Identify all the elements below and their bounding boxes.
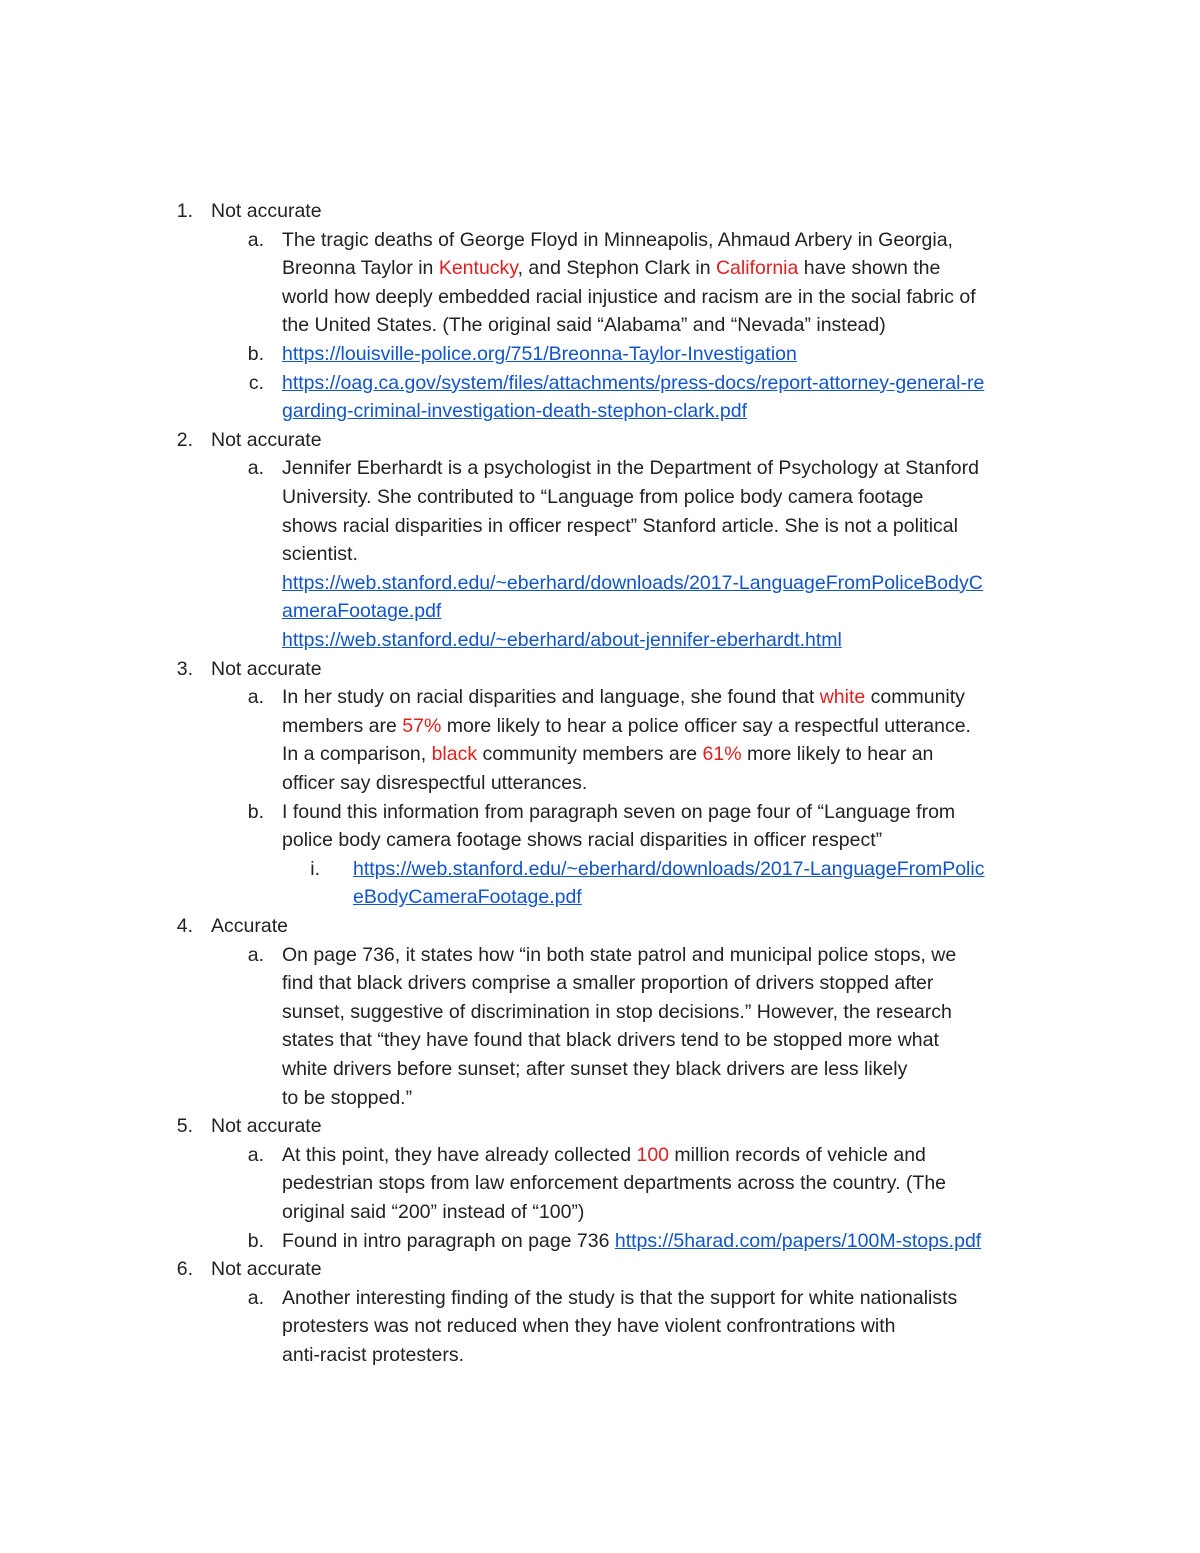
text-run: million records of vehicle and <box>669 1143 926 1166</box>
text-line <box>282 1227 981 1256</box>
text-run: world how deeply embedded racial injustice and racism are in the social fabric of <box>282 285 976 308</box>
text-run: The tragic deaths of George Floyd in Minneapolis, Ahmaud Arbery in Georgia, <box>282 228 953 251</box>
hyperlink[interactable]: https://web.stanford.edu/~eberhard/about-jennifer-eberhardt.html <box>282 629 842 651</box>
list-item-heading: Not accurate <box>211 1258 322 1281</box>
highlighted-text: white <box>819 686 866 709</box>
text-run: Found in intro paragraph on page 736 <box>282 1229 615 1252</box>
text-line <box>282 712 971 741</box>
text-line <box>282 798 955 827</box>
text-run: community members are <box>477 743 703 766</box>
text-line <box>282 1084 412 1113</box>
text-run: community <box>865 686 965 709</box>
text-run: In her study on racial disparities and language, she found that <box>282 686 820 709</box>
text-run: Jennifer Eberhardt is a psychologist in the Department of Psychology at Stanford <box>282 457 979 480</box>
hyperlink[interactable]: https://web.stanford.edu/~eberhard/downloads/2017-LanguageFromPolic <box>353 857 985 880</box>
text-run: , and Stephon Clark in <box>517 257 716 280</box>
list-marker: a. <box>247 686 264 709</box>
text-run: sunset, suggestive of discrimination in stop decisions.” However, the research <box>282 1000 952 1023</box>
text-line <box>282 1169 946 1198</box>
text-line <box>282 1141 926 1170</box>
text-line <box>282 826 882 855</box>
highlighted-text: 61% <box>702 743 742 766</box>
text-run: scientist. <box>282 543 358 566</box>
text-run: have shown the <box>798 257 941 280</box>
text-run: shows racial disparities in officer respect” Stanford article. She is not a political <box>282 514 958 537</box>
text-run: find that black drivers comprise a smaller proportion of drivers stopped after <box>282 972 934 995</box>
text-run: members are <box>282 714 403 737</box>
highlighted-text: 100 <box>636 1143 670 1166</box>
list-marker: c. <box>248 371 264 394</box>
list-marker: 4. <box>176 915 193 937</box>
text-run: Another interesting finding of the study is that the support for white nationalists <box>282 1286 958 1309</box>
list-marker: 2. <box>176 428 193 451</box>
list-item-heading: Not accurate <box>211 657 322 680</box>
list-item-heading: Not accurate <box>211 200 322 222</box>
text-line <box>282 254 940 283</box>
text-run: At this point, they have already collected <box>282 1143 637 1166</box>
text-line <box>282 397 747 426</box>
text-run: Breonna Taylor in <box>282 257 439 280</box>
hyperlink[interactable]: eBodyCameraFootage.pdf <box>353 886 582 909</box>
text-line <box>282 769 587 798</box>
text-line <box>282 311 886 340</box>
text-run: white drivers before sunset; after sunset they black drivers are less likely <box>282 1058 908 1080</box>
highlighted-text: black <box>431 743 478 766</box>
text-line <box>353 883 582 912</box>
text-line <box>282 740 933 769</box>
list-marker: 1. <box>176 200 193 222</box>
text-run: I found this information from paragraph seven on page four of “Language from <box>282 800 956 823</box>
hyperlink[interactable]: garding-criminal-investigation-death-stephon-clark.pdf <box>282 400 747 423</box>
hyperlink[interactable]: ameraFootage.pdf <box>282 600 442 623</box>
list-item-heading: Not accurate <box>211 428 322 451</box>
list-marker: a. <box>247 943 264 966</box>
text-line <box>282 1341 464 1370</box>
text-line <box>282 1026 939 1055</box>
list-marker: a. <box>247 1286 264 1309</box>
text-line <box>282 226 953 255</box>
list-marker: a. <box>247 228 264 251</box>
list-marker: b. <box>247 343 264 365</box>
list-item-heading: Not accurate <box>211 1115 322 1138</box>
hyperlink[interactable]: https://louisville-police.org/751/Breonna-Taylor-Investigation <box>282 343 797 365</box>
text-line <box>353 855 984 884</box>
list-marker: 6. <box>176 1258 193 1281</box>
text-line <box>282 512 958 541</box>
text-line <box>282 483 923 512</box>
text-line <box>282 540 358 569</box>
list-item-heading: Accurate <box>211 915 288 937</box>
highlighted-text: California <box>715 257 799 280</box>
list-marker: a. <box>247 457 264 480</box>
text-line <box>282 1284 957 1313</box>
text-run: to be stopped.” <box>282 1086 413 1109</box>
hyperlink[interactable]: https://oag.ca.gov/system/files/attachments/press-docs/report-attorney-general-re <box>282 371 985 394</box>
text-line <box>282 1312 896 1341</box>
text-line <box>282 569 983 598</box>
text-run: On page 736, it states how “in both state patrol and municipal police stops, we <box>282 943 957 966</box>
text-line <box>282 454 979 483</box>
text-line <box>282 597 441 626</box>
text-run: officer say disrespectful utterances. <box>282 772 588 794</box>
text-run: University. She contributed to “Language from police body camera footage <box>282 486 924 508</box>
list-marker: a. <box>247 1143 264 1166</box>
highlighted-text: 57% <box>402 714 442 737</box>
text-run: original said “200” instead of “100”) <box>282 1201 585 1223</box>
text-line <box>282 1055 907 1084</box>
text-run: more likely to hear a police officer say a respectful utterance. <box>441 714 971 737</box>
text-run: protesters was not reduced when they have violent confrontrations with <box>282 1315 896 1338</box>
text-run: pedestrian stops from law enforcement departments across the country. (The <box>282 1172 947 1195</box>
hyperlink[interactable]: https://5harad.com/papers/100M-stops.pdf <box>614 1229 982 1252</box>
text-line <box>282 626 842 655</box>
text-line <box>282 283 976 312</box>
list-marker: b. <box>247 800 264 823</box>
text-line <box>282 340 797 369</box>
text-line <box>282 998 952 1027</box>
text-line <box>282 683 965 712</box>
text-run: states that “they have found that black drivers tend to be stopped more what <box>282 1029 939 1052</box>
text-run: anti-racist protesters. <box>282 1344 465 1366</box>
text-run: police body camera footage shows racial disparities in officer respect” <box>282 829 883 852</box>
text-run: more likely to hear an <box>741 743 934 766</box>
list-marker: 5. <box>176 1115 193 1138</box>
list-marker: b. <box>247 1229 264 1252</box>
text-run: the United States. (The original said “Alabama” and “Nevada” instead) <box>282 314 886 337</box>
list-marker: i. <box>310 857 320 880</box>
text-line <box>282 941 956 970</box>
text-line <box>282 369 984 398</box>
list-marker: 3. <box>176 657 193 680</box>
text-line <box>282 969 933 998</box>
highlighted-text: Kentucky <box>438 257 518 280</box>
text-run: In a comparison, <box>282 743 432 766</box>
text-line <box>282 1198 584 1227</box>
hyperlink[interactable]: https://web.stanford.edu/~eberhard/downloads/2017-LanguageFromPoliceBodyC <box>282 571 983 594</box>
